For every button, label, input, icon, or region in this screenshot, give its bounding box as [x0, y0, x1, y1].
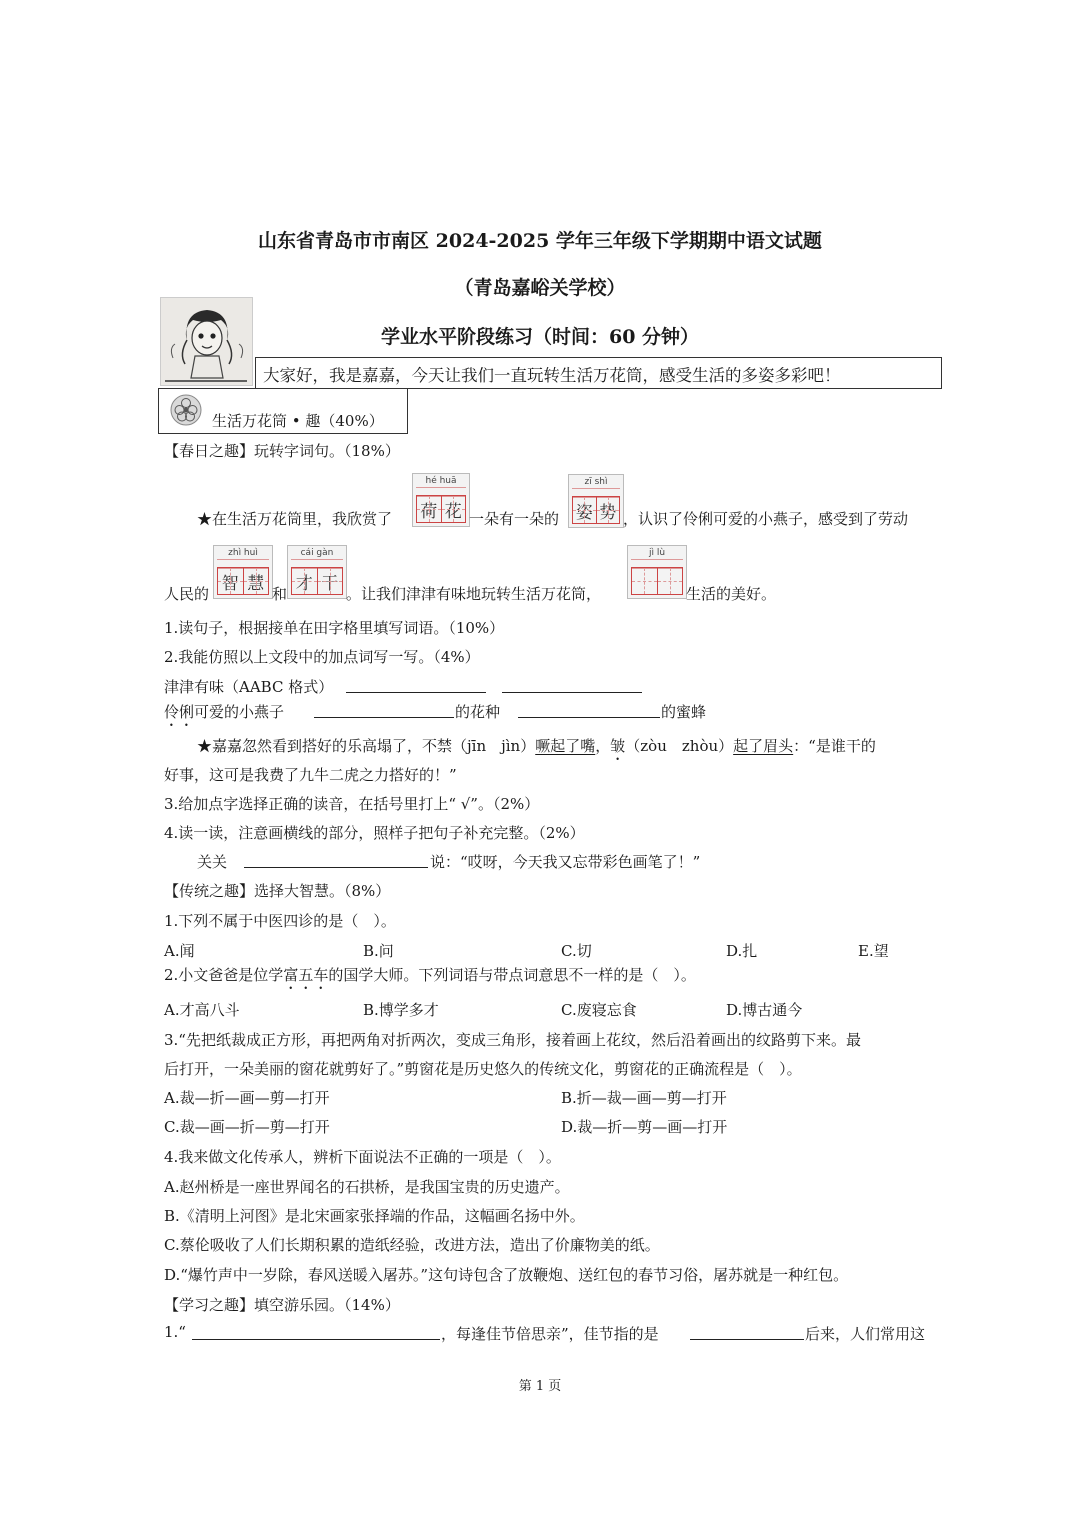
passage-lead-2: 人民的 — [164, 585, 210, 603]
q1-option-c[interactable]: C.切 — [561, 942, 592, 960]
spring-q1: 1.读句子，根据接单在田字格里填写词语。（10%） — [164, 619, 505, 637]
char-cell: 荷 — [417, 496, 441, 522]
passage-and: 和 — [272, 585, 288, 603]
char-cell: 才 — [292, 568, 317, 594]
tradition-q3-line1: 3.“先把纸裁成正方形，再把两角对折两次，变成三角形，接着画上花纹，然后沿着画出的纹路剪下来。最 — [164, 1031, 861, 1049]
passage-star-2 — [197, 735, 876, 764]
blank-aabc-1[interactable] — [346, 676, 486, 693]
lingli-phrase — [164, 701, 284, 730]
tradition-q3-line2: 后打开，一朵美丽的窗花就剪好了。”剪窗花是历史悠久的传统文化，剪窗花的正确流程是（ ）。 — [164, 1060, 802, 1078]
tradition-q2 — [164, 964, 696, 993]
pinyin-caigan: cái gàn — [300, 548, 334, 558]
spring-q2: 2.我能仿照以上文段中的加点词写一写。（4%） — [164, 648, 480, 666]
q2-option-d[interactable]: D.博古通今 — [726, 1001, 803, 1019]
lingli-rest: 可爱的小燕子 — [194, 703, 285, 721]
pinyin-hehua: hé huā — [425, 476, 457, 486]
study-q1-end: 后来，人们常用这 — [805, 1325, 926, 1343]
tianzige-zhihui — [213, 545, 273, 599]
q3-option-d[interactable]: D.裁—折—剪—画—打开 — [561, 1118, 728, 1136]
char-cell: 慧 — [243, 568, 269, 594]
q4-option-d[interactable]: D.“爆竹声中一岁除，春风送暖入屠苏。”这句诗包含了放鞭炮、送红包的春节习俗，屠苏就是一种红包。 — [164, 1266, 849, 1284]
avatar-illustration — [160, 297, 253, 386]
lingli-dotted: 伶俐 — [164, 703, 195, 721]
section-title: 生活万花筒 • 趣（40%） — [212, 412, 384, 430]
exam-title: 山东省青岛市市南区 2024-2025 学年三年级下学期期中语文试题 — [258, 230, 822, 252]
pinyin-jilu: jì lù — [648, 548, 666, 558]
passage-line-2: 好事，这可是我费了九牛二虎之力搭好的！” — [164, 766, 457, 784]
q4-option-b[interactable]: B.《清明上河图》是北宋画家张择端的作品，这幅画名扬中外。 — [164, 1207, 585, 1225]
q2-c: 的国学大师。下列词语与带点词意思不一样的是（ ）。 — [328, 966, 696, 984]
p2-g: ：“是谁干的 — [793, 737, 876, 755]
char-cell: 花 — [441, 496, 466, 522]
char-cell: 干 — [317, 568, 343, 594]
passage-star-1: ★在生活万花筒里，我欣赏了 — [197, 510, 393, 528]
q1-option-e[interactable]: E.望 — [858, 942, 889, 960]
page-number: 第 1 页 — [518, 1379, 562, 1394]
q1-option-b[interactable]: B.问 — [363, 942, 394, 960]
guanguan-label: 关关 — [197, 853, 228, 871]
p2-c: ， — [595, 737, 611, 755]
q1-option-a[interactable]: A.闻 — [164, 942, 195, 960]
q2-option-c[interactable]: C.废寝忘食 — [561, 1001, 637, 1019]
spring-heading: 【春日之趣】玩转字词句。（18%） — [164, 442, 400, 460]
tradition-q1: 1.下列不属于中医四诊的是（ ）。 — [164, 912, 396, 930]
q2-option-a[interactable]: A.才高八斗 — [164, 1001, 240, 1019]
greeting-text: 大家好，我是嘉嘉，今天让我们一直玩转生活万花筒，感受生活的多姿多彩吧！ — [263, 366, 841, 385]
blank-mifeng[interactable] — [518, 701, 660, 718]
char-cell: 智 — [218, 568, 243, 594]
q3-option-c[interactable]: C.裁—画—折—剪—打开 — [164, 1118, 330, 1136]
p2-underlined-1: 噘起了嘴 — [535, 737, 596, 755]
passage-mid-2: 。让我们津津有味地玩转生活万花筒， — [346, 585, 602, 603]
blank-guanguan[interactable] — [244, 851, 428, 868]
spring-q3: 3.给加点字选择正确的读音，在括号里打上“ √”。（2%） — [164, 795, 540, 813]
q4-option-a[interactable]: A.赵州桥是一座世界闻名的石拱桥，是我国宝贵的历史遗产。 — [164, 1178, 570, 1196]
girl-avatar-icon — [161, 298, 252, 385]
blank-aabc-2[interactable] — [502, 676, 642, 693]
char-cell: 势 — [596, 497, 620, 523]
pinyin-zhihui: zhì huì — [228, 548, 258, 558]
flower-icon — [164, 392, 208, 428]
tradition-q4: 4.我来做文化传承人，辨析下面说法不正确的一项是（ ）。 — [164, 1148, 561, 1166]
blank-festival[interactable] — [690, 1323, 804, 1340]
q2-a: 2.小文爸爸是位学 — [164, 966, 284, 984]
tianzige-jilu[interactable] — [627, 545, 687, 599]
study-q1-start: 1.“ — [164, 1323, 186, 1341]
spring-q4: 4.读一读，注意画横线的部分，照样子把句子补充完整。（2%） — [164, 824, 585, 842]
blank-huazhong[interactable] — [314, 701, 454, 718]
study-heading: 【学习之趣】填空游乐园。（14%） — [164, 1296, 400, 1314]
tradition-heading: 【传统之趣】选择大智慧。（8%） — [164, 882, 391, 900]
pinyin-zishi: zī shì — [584, 477, 608, 487]
p2-underlined-2: 起了眉头 — [733, 737, 794, 755]
study-q1-mid: ，每逢佳节倍思亲”，佳节指的是 — [441, 1325, 659, 1343]
passage-tail-1: ，认识了伶俐可爱的小燕子，感受到了劳动 — [623, 510, 909, 528]
exam-subtitle: 学业水平阶段练习（时间：60 分钟） — [380, 326, 700, 348]
q3-option-a[interactable]: A.裁—折—画—剪—打开 — [164, 1089, 330, 1107]
char-cell: 姿 — [573, 497, 596, 523]
q3-option-b[interactable]: B.折—裁—画—剪—打开 — [561, 1089, 727, 1107]
guanguan-end: 说：“哎呀，今天我又忘带彩色画笔了！” — [430, 853, 701, 871]
q4-option-c[interactable]: C.蔡伦吸收了人们长期积累的造纸经验，改进方法，造出了价廉物美的纸。 — [164, 1236, 660, 1254]
mifeng-label: 的蜜蜂 — [661, 703, 707, 721]
q2-option-b[interactable]: B.博学多才 — [363, 1001, 439, 1019]
p2-a: ★嘉嘉忽然看到搭好的乐高塌了，不禁（jīn jìn） — [197, 737, 536, 755]
q1-option-d[interactable]: D.扎 — [726, 942, 758, 960]
p2-e: （zòu zhòu） — [625, 737, 734, 755]
blank-poem-line[interactable] — [192, 1323, 440, 1340]
passage-end-2: 生活的美好。 — [686, 585, 777, 603]
jinjin-label: 津津有味（AABC 格式） — [164, 678, 334, 696]
p2-dotted: 皱 — [610, 737, 626, 755]
passage-mid-1: 一朵有一朵的 — [469, 510, 560, 528]
tianzige-hehua — [412, 473, 470, 527]
q2-dotted: 富五车 — [283, 966, 329, 984]
char-cell-empty[interactable] — [657, 568, 683, 594]
flower-badge — [164, 392, 208, 428]
tianzige-zishi — [568, 474, 624, 528]
school-name: （青岛嘉峪关学校） — [454, 277, 626, 299]
huazhong-label: 的花种 — [455, 703, 501, 721]
char-cell-empty[interactable] — [632, 568, 657, 594]
tianzige-caigan — [287, 545, 347, 599]
